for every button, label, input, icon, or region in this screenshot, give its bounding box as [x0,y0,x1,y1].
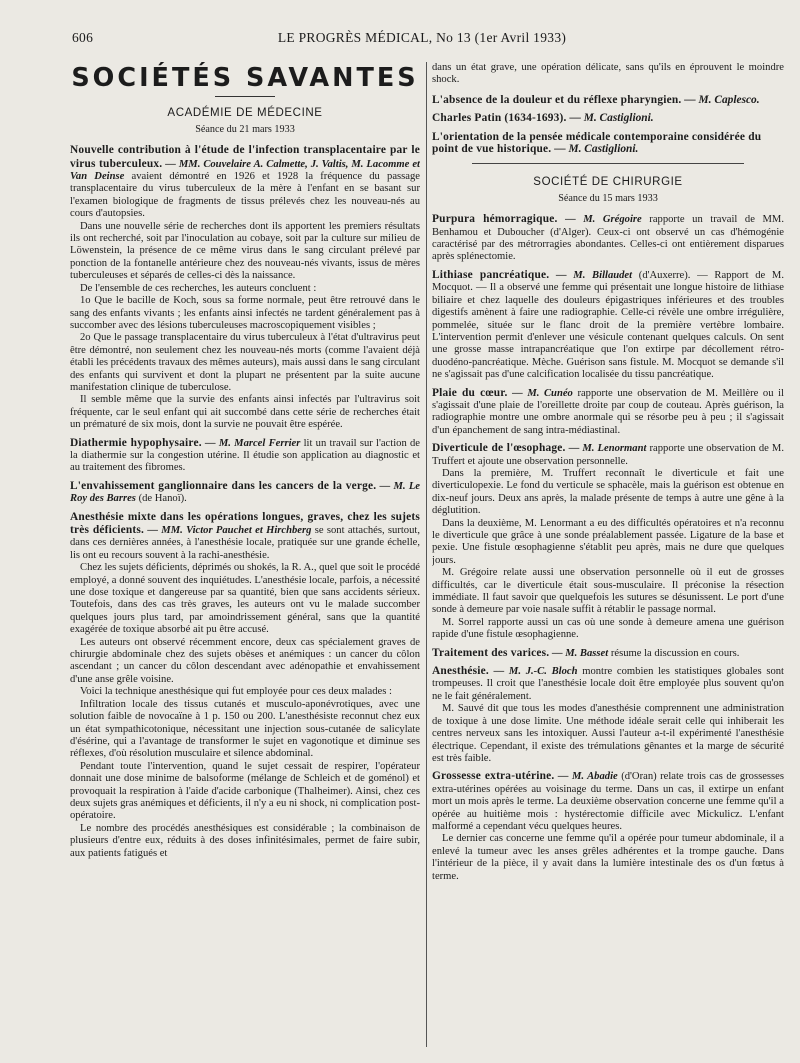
society-heading: ACADÉMIE DE MÉDECINE [167,107,323,120]
article-text: (de Hanoï). [138,493,187,505]
article-paragraph: 1o Que le bacille de Koch, sous sa forme normale, peut être retrouvé dans le sang des enfants vivants ; les enfants ainsi infectés ne tardent généralement pas à succomber avec des lésions tuberculeuses macroscopiquement visibles ; [70,295,420,331]
session-date: Séance du 21 mars 1933 [195,123,295,135]
article-authors: — M. Caplesco. [684,93,760,106]
title-rule [215,96,275,97]
article-anesthesie [432,665,784,765]
article-text: rapporte une observation de M. Meillère ou il s'agissait d'une plaie de l'oreillette droite par coup de couteau. Après guérison, la radiographie montre une ombre anormale qui se résorbe peu à peu ; il s'agissait d'un épanchement de sang intra-médiastinal. [432,387,784,436]
article-text: montre combien les statistiques globales sont trompeuses. Il croit que l'anesthésie locale doit être employée plus souvent qu'on ne le fait généralement. [432,666,784,702]
running-title: LE PROGRÈS MÉDICAL, No 13 (1er Avril 1933) [277,30,567,45]
continued-text: dans un état grave, une opération délicate, sans qu'ils en éprouvent le moindre shock. [432,62,784,86]
article-title: Plaie du cœur. [432,386,508,399]
article-title: L'envahissement ganglionnaire dans les cancers de la verge. [70,479,377,492]
article-title: L'absence de la douleur et du réflexe pharyngien. [432,93,682,106]
article-authors: — MM. Couvelaire A. Calmette, J. Valtis, M. Lacomme et Van Deinse [70,158,420,183]
article-authors: — M. Le Roy des Barres [70,480,420,505]
article-diverticule [432,442,784,642]
article-text: rapporte une observation de M. Truffert et ajoute une observation personnelle. [432,443,784,467]
section-rule [472,163,744,164]
page-number: 606 [72,30,94,45]
article-paragraph: 2o Que le passage transplacentaire du virus tuberculeux à l'état d'ultravirus peut être démontré, non seulement chez les nouveau-nés morts (comme l'avaient déjà établi les précédents travaux des mêmes auteurs), mais aussi dans le sang circulant des enfants qui survivent et dont la plupart ne présentent par la suite aucune manifestation clinique de tuberculose. [70,332,420,393]
article-title: Anesthésie. [432,665,489,678]
article-plaie-coeur [432,387,784,438]
session-date: Séance du 15 mars 1933 [558,192,658,204]
article-anesthesie-mixte [70,511,420,860]
running-header [72,30,772,50]
article-paragraph: Dans une nouvelle série de recherches dont ils apportent les premiers résultats ils ont recherché, soit par l'inoculation au cobaye, soit par la culture sur milieu de Löwenstein, la présence de ce même virus dans le sang circulant prélevé par ponction de la fontanelle antérieure chez des nouveau-nés vivants, issus de mères tuberculeuses et séparés de celles-ci dès la naissance. [70,220,420,282]
article-authors: — M. J.-C. Bloch [493,666,578,678]
article-paragraph: M. Grégoire relate aussi une observation personnelle où il eut de grosses difficultés, car le diverticule était sous-musculaire. Il préconise la résection immédiate. Il faut savoir que quelquefois les sutures se désunissent. Le port d'une sonde à demeure par voie nasale suffit à rétablir le passage normal. [432,567,784,616]
article-grossesse-extra-uterine [432,770,784,883]
article-paragraph: De l'ensemble de ces recherches, les auteurs concluent : [80,282,317,294]
article-paragraph: M. Sorrel rapporte aussi un cas où une sonde à demeure amena une guérison rapide d'une fistule œsophagienne. [432,616,784,641]
article-title: Purpura hémorragique. [432,213,558,226]
article-varices [432,647,784,660]
article-authors: — M. Abadie [557,771,618,783]
society-heading: SOCIÉTÉ DE CHIRURGIE [533,176,683,189]
communication-item [432,131,784,156]
article-text: (d'Oran) relate trois cas de grossesses extra-utérines opérées au voisinage du terme. Dans un cas, il extirpe un enfant mort un mois après le terme. La deuxième observation concerne une femme qu'il a opérée au huitième mois : hystérectomie difficile avec Mickulicz. L'enfant malformé a cependant vécu quelques heures. [432,771,784,832]
article-envahissement-ganglionnaire [70,480,420,506]
article-authors: — M. Castiglioni. [554,143,639,156]
article-title: Anesthésie mixte dans les opérations longues, graves, chez les sujets très déficients. [70,510,420,536]
communication-item [432,94,784,106]
article-authors: — M. Grégoire [565,214,642,226]
section-title: SOCIÉTÉS SAVANTES [71,63,419,93]
article-paragraph: Dans la deuxième, M. Lenormant a eu des difficultés opératoires et n'a reconnu le diverticule que grâce à une sonde préalablement passée. Ligature de la base et pexie. Une fistule œsophagienne s'établit peu après, mais ne dure que quelques jours. [432,517,784,566]
article-title: Nouvelle contribution à l'étude de l'infection transplacentaire par le virus tuberculeux. [70,144,420,170]
left-column [70,62,420,1049]
article-authors: — MM. Victor Pauchet et Hirchberg [147,525,312,536]
article-paragraph: Les auteurs ont observé récemment encore, deux cas spécialement graves de chirurgie abdominale chez des sujets obèses et anémiques : un cancer du côlon ascendant ; un cancer du côlon descendant avec adénopathie et envahissement d'une anse grêle voisine. [70,636,420,685]
article-paragraph: Il semble même que la survie des enfants ainsi infectés par l'ultravirus soit fréquente, car le seul enfant qui ait succombé dans cette série de recherches était un prématuré de six mois, dont la survie ne pouvait être espérée. [70,394,420,431]
article-authors: — M. Castiglioni. [569,112,654,125]
article-paragraph: Dans la première, M. Truffert reconnaît le diverticule et fait une diverticulopexie. Le fond du verticule se sphacèle, mais la guérison est obtenue en dix-neuf jours. Deux ans après, la malade présente de temps à autre une gêne à la déglutition. [432,467,784,517]
article-title: L'orientation de la pensée médicale contemporaine considérée du point de vue historique. [432,130,762,156]
article-purpura [432,213,784,264]
article-text: rapporte un travail de MM. Benhamou et Duboucher (d'Alger). Ceux-ci ont observé un cas d'hémogénie caractérisé par des métrorragies abondantes. Celles-ci ont entièrement disparues après splénectomie. [432,214,784,263]
article-paragraph: Chez les sujets déficients, déprimés ou shokés, la R. A., quel que soit le procédé employé, a donné souvent des inquiétudes. L'anesthésie locale, parfois, a nécessité une dose toxique et dangereuse par sa quantité, bien que sans accidents sérieux. Toutefois, dans des cas très graves, les auteurs ont vu le malade succomber quelques jours plus tard, par amoindrissement général, sans que la quantité exagérée de toxique absorbé ait pu être accusé. [70,562,420,636]
right-column [432,62,784,1049]
article-title: Diverticule de l'œsophage. [432,442,566,455]
article-text: se sont attachés, surtout, dans ces dernières années, à l'anesthésie locale, pratiquée sur une grande échelle, lis ont eu recours souvent à la rachi-anesthésie. [70,525,420,561]
article-paragraph: Le dernier cas concerne une femme qu'il a opérée pour tumeur abdominale, il a enlevé la tumeur avec les anses grêles adhérentes et la trompe gauche. Dans l'intérieur de la pièce, il y avait dans la lumière intestinale des os d'un fœtus à terme. [432,833,784,882]
article-paragraph: Voici la technique anesthésique qui fut employée pour ces deux malades : [80,686,392,698]
article-text: (d'Auxerre). — Rapport de M. Mocquot. — Il a observé une femme qui présentait une longue histoire de lithiase biliaire et chez laquelle des douleurs épigastriques inférieures et des troubles digestifs amènent à faire une radiographie. Celle-ci révèle une ombre irrégulière, pommelée, située sur le flanc droit de la première vertèbre lombaire. L'intervention permit d'enlever une vésicule contenant quelques calculs. On sent une grosse masse intrapancréatique que l'on extirpe par décollement rétro-duodéno-pancréatique. Mèche. Guérison sans fistule. M. Mocquot se demande s'il ne s'agissait pas d'une calcification localisée du tissu pancréatique. [432,269,784,381]
article-paragraph: Infiltration locale des tissus cutanés et musculo-aponévrotiques, avec une solution faible de novocaïne à 1 p. 150 ou 200. L'anesthésiste reconnut chez eux un état sympathicotonique, nécessitant une injection sous-cutanée de salicylate d'ésérine, qui a l'avantage de transformer le sujet en vagonotique et diminue ses réflexes, d'où résolution musculaire et silence abdominal. [70,698,420,760]
article-authors: — M. Cunéo [512,387,573,399]
column-divider [426,62,427,1047]
article-authors: — M. Basset [551,647,609,659]
article-text: avaient démontré en 1926 et 1928 la fréquence du passage transplacentaire du virus tuberculeux de la mère à l'enfant en se basant sur l'examen biologique de fragments de tissus prélevés chez les nouveau-nés au cours d'autopsies. [70,171,420,220]
article-paragraph: M. Sauvé dit que tous les modes d'anesthésie comprennent une administration de toxique à une dose limite. Une méthode idéale serait celle qui inhiberait les centres nerveux sans les intoxiquer. Aussi l'auteur a-t-il expérimenté l'anesthésie électrique. Cependant, il existe des trémulations gênantes et la marge de sécurité est très faible. [432,703,784,764]
article-lithiase [432,269,784,382]
communication-item [432,112,784,124]
article-title: Charles Patin (1634-1693). [432,112,567,125]
article-paragraph: Le nombre des procédés anesthésiques est considérable ; la combinaison de plusieurs d'entre eux, réduits à des doses infinitésimales, permet de faire subir, aux patients fatigués et [70,822,420,859]
article-title: Diathermie hypophysaire. [70,436,202,449]
article-authors: — M. Marcel Ferrier [205,437,301,449]
article-text: résume la discussion en cours. [610,647,740,659]
article-authors: — M. Billaudet [556,269,633,281]
article-title: Traitement des varices. [432,646,550,659]
article-paragraph: Pendant toute l'intervention, quand le sujet cessait de respirer, l'opérateur donnait une dose minime de balsoforme (mélange de Schleich et de goménol) et provoquait la respiration à l'aide d'acide carbonique (Thalheimer). Ainsi, chez ces deux sujets gras anémiques et déficients, il n'y a eu ni shock, ni complication post-opératoire. [70,760,420,822]
article-title: Lithiase pancréatique. [432,268,550,281]
article-title: Grossesse extra-utérine. [432,770,555,783]
article-diathermie [70,437,420,475]
article-text: lit un travail sur l'action de la diathermie sur la congestion utérine. Il étudie son application au diagnostic et au traitement des fibromes. [70,437,420,474]
article-authors: — M. Lenormant [568,443,647,455]
article-infection-transplacentaire [70,144,420,431]
